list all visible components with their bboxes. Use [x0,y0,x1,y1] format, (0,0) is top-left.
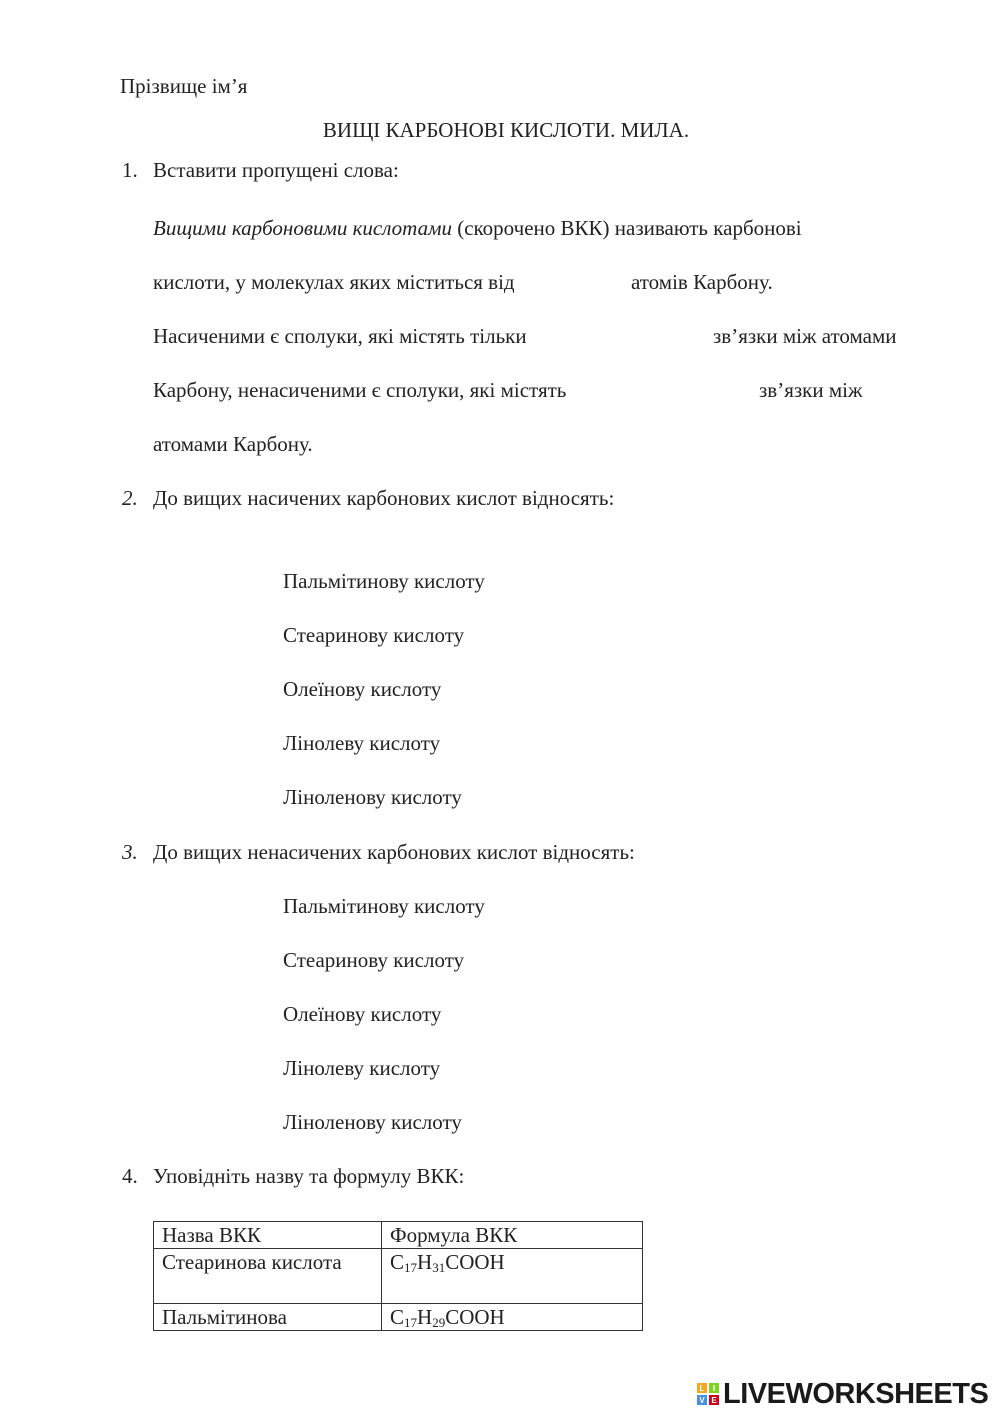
q3-number: 3. [122,840,138,864]
q1-prompt: Вставити пропущені слова: [153,158,399,182]
q3-option[interactable]: Ліноленову кислоту [283,1110,462,1134]
q1-line3-b: зв’язки між атомами [713,324,897,348]
q3-option[interactable]: Стеаринову кислоту [283,948,465,972]
logo-grid-icon: L I V E [697,1383,719,1405]
blank-bond-type-saturated[interactable] [578,320,708,348]
q1-line5: атомами Карбону. [153,432,313,456]
q3-option[interactable]: Пальмітинову кислоту [283,894,485,918]
page-title: ВИЩІ КАРБОНОВІ КИСЛОТИ. МИЛА. [322,118,690,142]
q1-line2-b: атомів Карбону. [631,270,773,294]
liveworksheets-logo [697,1378,988,1410]
table-header-row [154,1222,643,1249]
blank-bond-type-unsaturated[interactable] [622,374,754,402]
table-header-formula: Формула ВКК [382,1222,643,1249]
q2-option[interactable]: Ліноленову кислоту [283,785,462,809]
q1-line3-a: Насиченими є сполуки, які містять тільки [153,324,527,348]
logo-text: LIVEWORKSHEETS [723,1377,989,1410]
table-cell-name: Стеаринова кислота [154,1249,382,1304]
q1-line1 [153,216,802,241]
table-cell-formula[interactable]: $C_{17}H_{31}COOH$ [382,1249,643,1304]
q2-option[interactable]: Олеїнову кислоту [283,677,442,701]
vkk-table [153,1221,643,1331]
q3-option[interactable]: Лінолеву кислоту [283,1056,441,1080]
q2-option[interactable]: Стеаринову кислоту [283,623,465,647]
blank-carbon-count[interactable] [563,266,625,294]
table-header-name: Назва ВКК [154,1222,382,1249]
q1-line4-b: зв’язки між [759,378,863,402]
table-row [154,1304,643,1331]
q2-number: 2. [122,486,138,510]
q4-number: 4. [122,1164,138,1188]
name-label: Прізвище ім’я [120,74,248,98]
q1-number: 1. [122,158,138,182]
q2-option[interactable]: Лінолеву кислоту [283,731,441,755]
q2-option[interactable]: Пальмітинову кислоту [283,569,485,593]
q2-prompt: До вищих насичених карбонових кислот відносять: [153,486,615,510]
q1-line4-a: Карбону, ненасиченими є сполуки, які містять [153,378,567,402]
table-cell-formula[interactable]: $C_{17}H_{29}COOH$ [382,1304,643,1331]
table-row [154,1249,643,1304]
q1-line2-a: кислоти, у молекулах яких міститься від [153,270,515,294]
q3-prompt: До вищих ненасичених карбонових кислот відносять: [153,840,635,864]
table-cell-name: Пальмітинова [154,1304,382,1331]
q1-line1-rest: (скорочено ВКК) називають карбонові [457,216,802,240]
q3-option[interactable]: Олеїнову кислоту [283,1002,442,1026]
q1-term-italic: Вищими карбоновими кислотами [153,216,452,240]
q4-prompt: Уповідніть назву та формулу ВКК: [153,1164,465,1188]
